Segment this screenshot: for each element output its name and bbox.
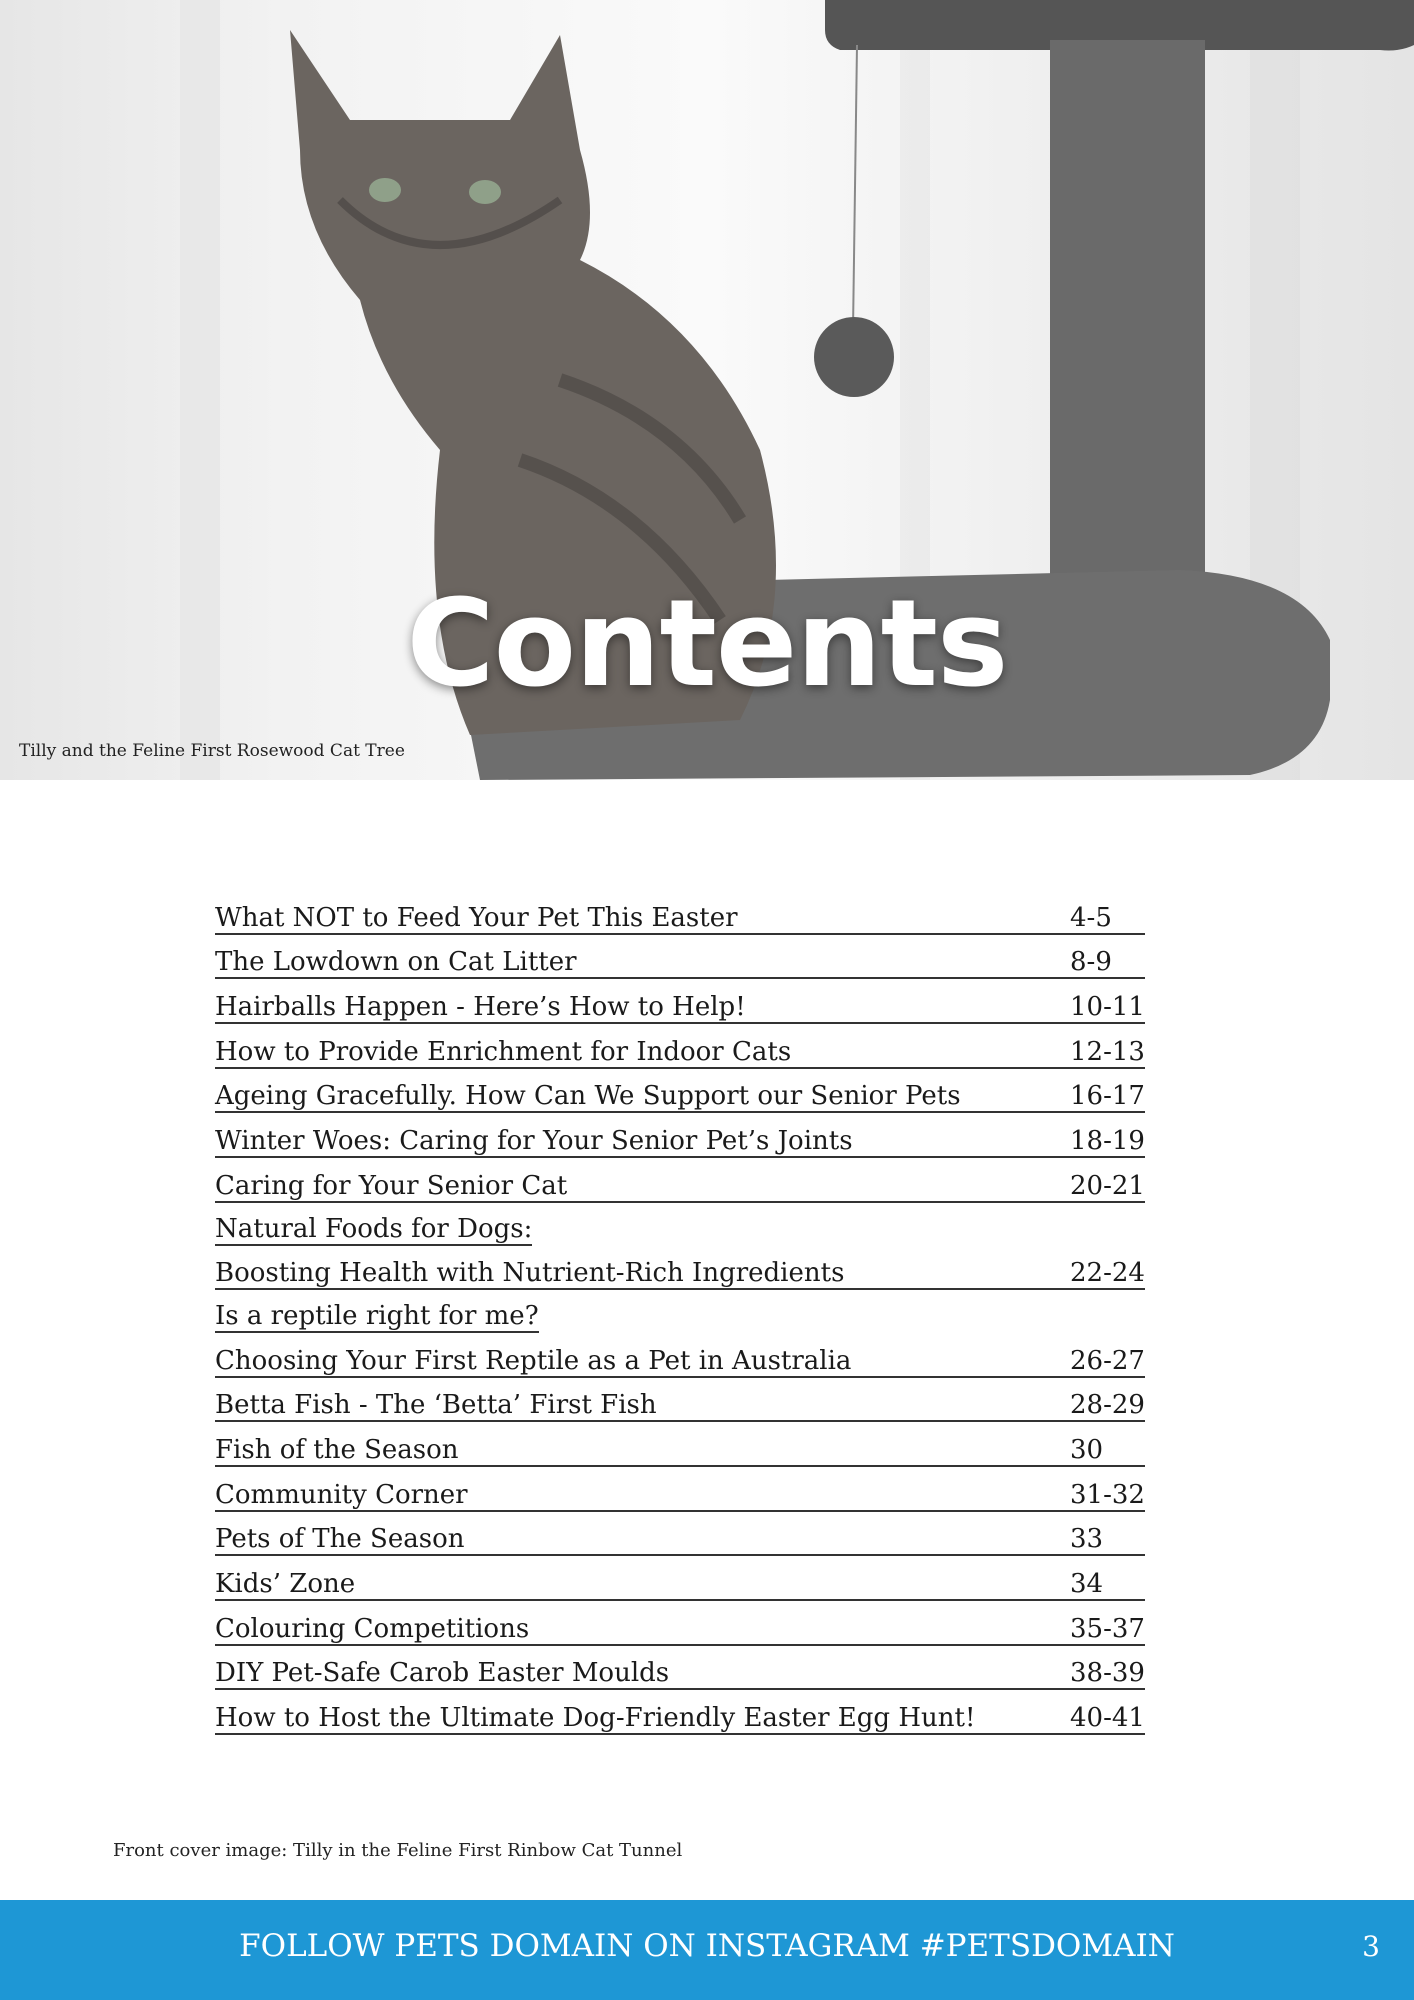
- toc-title: Caring for Your Senior Cat: [215, 1170, 568, 1201]
- toc-entry[interactable]: [215, 935, 1145, 980]
- toc-entry[interactable]: [215, 890, 1145, 935]
- toc-pages: 34: [1070, 1569, 1104, 1599]
- toc-title: What NOT to Feed Your Pet This Easter: [215, 902, 738, 933]
- toc-entry[interactable]: [215, 979, 1145, 1024]
- toc-title: Is a reptile right for me?: [215, 1300, 539, 1331]
- cover-image-caption: Front cover image: Tilly in the Feline First Rinbow Cat Tunnel: [113, 1840, 683, 1861]
- toc-pages: 10-11: [1070, 992, 1145, 1023]
- toc-pages: 40-41: [1070, 1703, 1145, 1734]
- page-number: 3: [1362, 1930, 1380, 1963]
- toc-pages: 28-29: [1070, 1390, 1145, 1421]
- toc-title: DIY Pet-Safe Carob Easter Moulds: [215, 1658, 670, 1689]
- toc-entry-line1[interactable]: [215, 1290, 1145, 1333]
- toc-pages: 33: [1070, 1524, 1104, 1555]
- toc-entry[interactable]: [215, 1333, 1145, 1378]
- toc-entry[interactable]: [215, 1246, 1145, 1291]
- toc-title: Community Corner: [215, 1479, 468, 1510]
- toc-title: Betta Fish - The ‘Betta’ First Fish: [215, 1390, 657, 1421]
- toc-entry[interactable]: [215, 1512, 1145, 1557]
- toc-entry[interactable]: [215, 1556, 1145, 1601]
- toc-pages: 12-13: [1070, 1036, 1145, 1067]
- toc-pages: 30: [1070, 1434, 1104, 1465]
- toc-pages: 4-5: [1070, 902, 1112, 933]
- toc-entry[interactable]: [215, 1601, 1145, 1646]
- toc-title: Colouring Competitions: [215, 1613, 530, 1644]
- toc-entry[interactable]: [215, 1113, 1145, 1158]
- toc-title: Boosting Health with Nutrient-Rich Ingredients: [215, 1258, 845, 1289]
- toc-title: Choosing Your First Reptile as a Pet in Australia: [215, 1345, 852, 1376]
- table-of-contents: [215, 890, 1145, 1735]
- toc-entry[interactable]: [215, 1690, 1145, 1735]
- toc-title: Hairballs Happen - Here’s How to Help!: [215, 992, 746, 1023]
- toc-title: Pets of The Season: [215, 1524, 465, 1555]
- toc-entry[interactable]: [215, 1024, 1145, 1069]
- toc-title: Kids’ Zone: [215, 1569, 356, 1599]
- toc-pages: 38-39: [1070, 1658, 1145, 1689]
- instagram-follow-text: FOLLOW PETS DOMAIN ON INSTAGRAM #PETSDOMAIN: [239, 1928, 1175, 1964]
- toc-title: Natural Foods for Dogs:: [215, 1213, 533, 1244]
- toc-pages: 22-24: [1070, 1258, 1145, 1289]
- toc-title: Ageing Gracefully. How Can We Support our Senior Pets: [215, 1081, 961, 1112]
- toc-entry[interactable]: [215, 1467, 1145, 1512]
- page-title: Contents: [406, 575, 1008, 714]
- toc-entry[interactable]: [215, 1158, 1145, 1203]
- toc-title: Winter Woes: Caring for Your Senior Pet’s Joints: [215, 1126, 853, 1157]
- toc-title: How to Provide Enrichment for Indoor Cats: [215, 1036, 792, 1067]
- toc-entry[interactable]: [215, 1378, 1145, 1423]
- toc-entry-line1[interactable]: [215, 1203, 1145, 1246]
- toc-pages: 20-21: [1070, 1170, 1145, 1201]
- toc-title: The Lowdown on Cat Litter: [215, 947, 577, 978]
- toc-pages: 31-32: [1070, 1479, 1145, 1510]
- toc-entry[interactable]: [215, 1646, 1145, 1691]
- hero-photo: [0, 0, 1414, 780]
- footer-banner: [0, 1900, 1414, 2000]
- toc-pages: 8-9: [1070, 947, 1112, 978]
- toc-pages: 16-17: [1070, 1081, 1145, 1112]
- toc-pages: 35-37: [1070, 1613, 1145, 1644]
- toc-title: How to Host the Ultimate Dog-Friendly Easter Egg Hunt!: [215, 1703, 976, 1734]
- toc-entry[interactable]: [215, 1422, 1145, 1467]
- toc-title: Fish of the Season: [215, 1434, 459, 1465]
- photo-caption: Tilly and the Feline First Rosewood Cat Tree: [19, 741, 405, 761]
- toc-entry[interactable]: [215, 1069, 1145, 1114]
- hanging-ball: [814, 317, 894, 397]
- toc-pages: 26-27: [1070, 1345, 1145, 1376]
- toc-pages: 18-19: [1070, 1126, 1145, 1157]
- cat-tree-post: [1050, 40, 1205, 660]
